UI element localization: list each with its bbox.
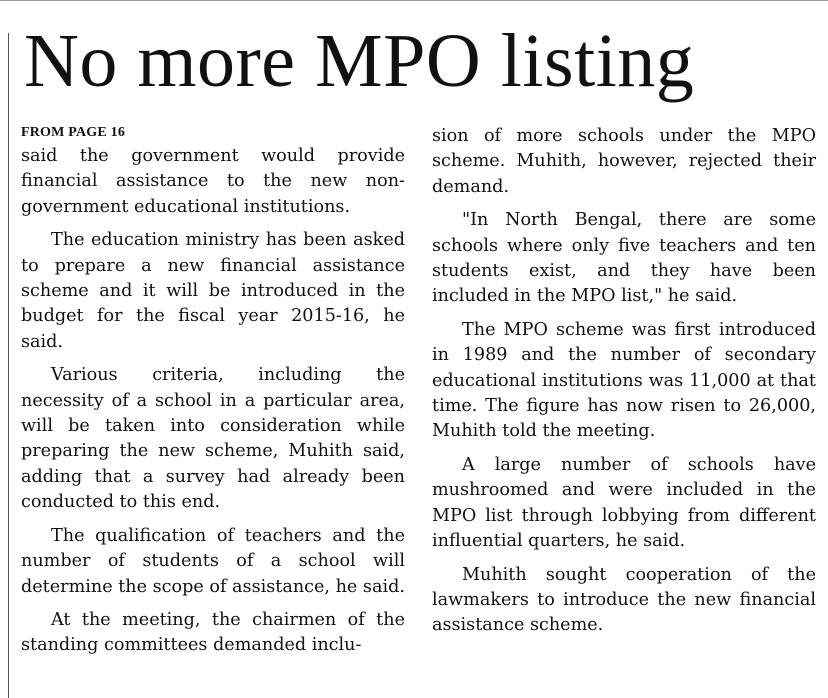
- paragraph: The education ministry has been asked to prepare a new financial assistance scheme and it will be introduced in the budget for the fiscal year 2015-16, he said.: [21, 230, 405, 352]
- paragraph: A large number of schools have mushroomed and were included in the MPO list through lobbying from different influential quarters, he said.: [432, 454, 816, 552]
- top-divider: [0, 0, 828, 1]
- paragraph: Muhith sought cooperation of the lawmakers to introduce the new financial assistance scheme.: [432, 564, 816, 636]
- right-column: [432, 124, 816, 647]
- paragraph: sion of more schools under the MPO scheme. Muhith, however, rejected their demand.: [432, 126, 816, 197]
- paragraph: The MPO scheme was first introduced in 1989 and the number of secondary educational institutions was 11,000 at that time. The figure has now risen to 26,000, Muhith told the meeting.: [432, 319, 816, 442]
- paragraph: At the meeting, the chairmen of the standing committees demanded inclu-: [21, 609, 405, 656]
- jump-line: FROM PAGE 16: [21, 125, 126, 140]
- paragraph: "In North Bengal, there are some schools where only five teachers and ten students exist, and they have been included in the MPO list," he said.: [432, 210, 816, 307]
- left-column: [21, 124, 405, 667]
- paragraph: Various criteria, including the necessity of a school in a particular area, will be taken into consideration while preparing the new scheme, Muhith said, adding that a survey had already been conducted to this end.: [21, 365, 405, 513]
- article-headline: No more MPO listing: [24, 19, 695, 103]
- left-column-rule: [8, 33, 9, 698]
- paragraph: The qualification of teachers and the number of students of a school will determine the scope of assistance, he said.: [21, 525, 405, 597]
- paragraph: said the government would provide financial assistance to the new non-government educational institutions.: [21, 146, 405, 217]
